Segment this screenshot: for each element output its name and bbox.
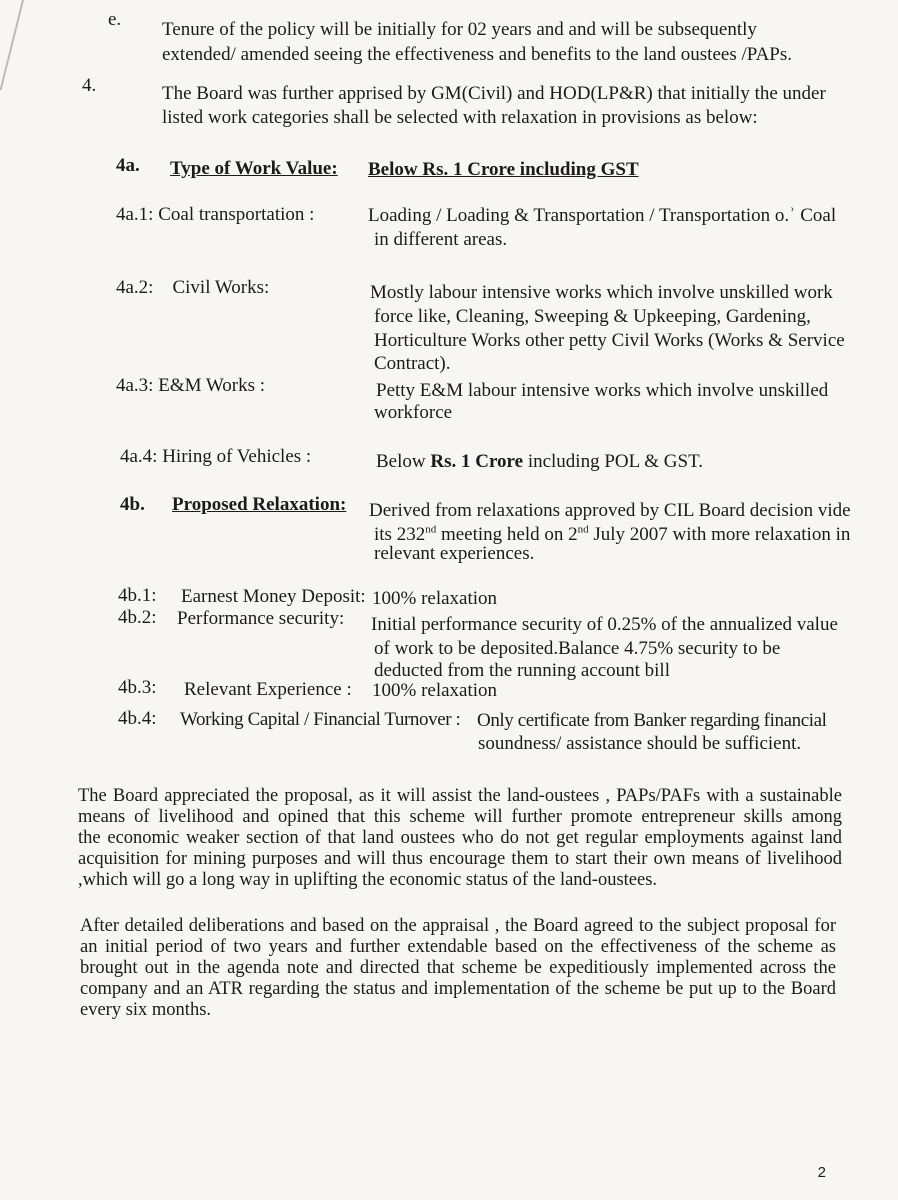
board-decision-paragraph [80, 916, 836, 1021]
item-e-number: e. [108, 9, 122, 30]
section-4b4-label: Working Capital / Financial Turnover : [180, 709, 461, 730]
section-4b-line3: relevant experiences. [374, 543, 535, 564]
para2-line: an initial period of two years and further extendable based on the effectiveness of the scheme as [80, 937, 836, 957]
section-4b-number: 4b. [120, 494, 145, 515]
para1-line: The Board appreciated the proposal, as it will assist the land-oustees , PAPs/PAFs with a sustainable [78, 786, 842, 806]
para1-line: acquisition for mining purposes and will thus encourage them to start their own means of livelihood [78, 849, 842, 869]
section-4b-line2-b: meeting held on 2 [436, 524, 578, 545]
board-appreciation-paragraph [78, 786, 842, 891]
para2-line: company and an ATR regarding the status and implementation of the scheme be put up to the Board [80, 979, 836, 999]
item-4-line2: listed work categories shall be selected with relaxation in provisions as below: [162, 107, 758, 128]
section-4a1-line2: in different areas. [374, 229, 508, 250]
section-4b1-number: 4b.1: [118, 585, 157, 606]
section-4b2-line2: of work to be deposited.Balance 4.75% security to be [374, 638, 781, 659]
section-4b-heading: Proposed Relaxation: [172, 494, 347, 515]
section-4b2-number: 4b.2: [118, 607, 157, 628]
section-4b3-value: 100% relaxation [372, 680, 498, 701]
para1-line: the economic weaker section of that land oustees who do not get regular employments against land [78, 828, 842, 848]
section-4a4-prefix: Below [376, 451, 431, 472]
section-4b-line2-c: July 2007 with more relaxation in [588, 524, 851, 545]
para2-line: every six months. [80, 1000, 212, 1020]
section-4a4-suffix: including POL & GST. [523, 451, 704, 472]
item-4-line1: The Board was further apprised by GM(Civil) and HOD(LP&R) that initially the under [162, 83, 826, 104]
section-4b1-value: 100% relaxation [372, 588, 498, 609]
section-4b2-line1: Initial performance security of 0.25% of the annualized value [371, 614, 838, 635]
section-4b3-number: 4b.3: [118, 677, 157, 698]
section-4a2-line2: force like, Cleaning, Sweeping & Upkeeping, Gardening, [374, 306, 811, 327]
para1-line: ,which will go a long way in uplifting the economic status of the land-oustees. [78, 870, 658, 890]
section-4b-line2-a: its 232 [374, 524, 426, 545]
section-4a-number: 4a. [116, 155, 140, 176]
section-4a2-line1: Mostly labour intensive works which involve unskilled work [370, 282, 833, 303]
section-4a3-line2: workforce [374, 402, 453, 423]
page-number: 2 [817, 1164, 826, 1181]
section-4b-sup-2: nd [577, 523, 589, 536]
section-4b1-label: Earnest Money Deposit: [181, 586, 366, 607]
item-4-number: 4. [82, 75, 97, 96]
item-e-line2: extended/ amended seeing the effectiveness and benefits to the land oustees /PAPs. [162, 44, 793, 65]
item-e-line1: Tenure of the policy will be initially for 02 years and and will be subsequently [162, 19, 757, 40]
section-4a-value: Below Rs. 1 Crore including GST [368, 159, 639, 180]
section-4b4-line1: Only certificate from Banker regarding financial [477, 710, 827, 731]
para2-line: After detailed deliberations and based on the appraisal , the Board agreed to the subject proposal for [80, 916, 836, 936]
para1-line: means of livelihood and opined that this scheme will further promote entrepreneur skills among [78, 807, 842, 827]
section-4b3-label: Relevant Experience : [184, 679, 352, 700]
section-4a1-line1: Loading / Loading & Transportation / Transportation o.ʾ Coal [368, 205, 837, 226]
page-curl-shadow [0, 0, 24, 90]
section-4b4-number: 4b.4: [118, 708, 157, 729]
para2-line: brought out in the agenda note and directed that scheme be expeditiously implemented across the [80, 958, 836, 978]
section-4b-line1: Derived from relaxations approved by CIL Board decision vide [369, 500, 851, 521]
section-4a4-label: 4a.4: Hiring of Vehicles : [120, 446, 312, 467]
section-4a2-line4: Contract). [374, 353, 451, 374]
section-4a-heading: Type of Work Value: [170, 158, 338, 179]
section-4b4-line2: soundness/ assistance should be sufficient. [478, 733, 802, 754]
section-4a3-line1: Petty E&M labour intensive works which involve unskilled [376, 380, 829, 401]
section-4b-sup-1: nd [425, 523, 437, 536]
section-4a2-label: 4a.2: Civil Works: [116, 277, 270, 298]
section-4b2-label: Performance security: [177, 608, 345, 629]
section-4b2-line3: deducted from the running account bill [374, 660, 670, 681]
section-4a4-value [376, 450, 703, 474]
section-4a1-label: 4a.1: Coal transportation : [116, 204, 315, 225]
section-4a2-line3: Horticulture Works other petty Civil Works (Works & Service [374, 330, 845, 351]
section-4a4-bold: Rs. 1 Crore [430, 451, 524, 472]
section-4a3-label: 4a.3: E&M Works : [116, 375, 266, 396]
